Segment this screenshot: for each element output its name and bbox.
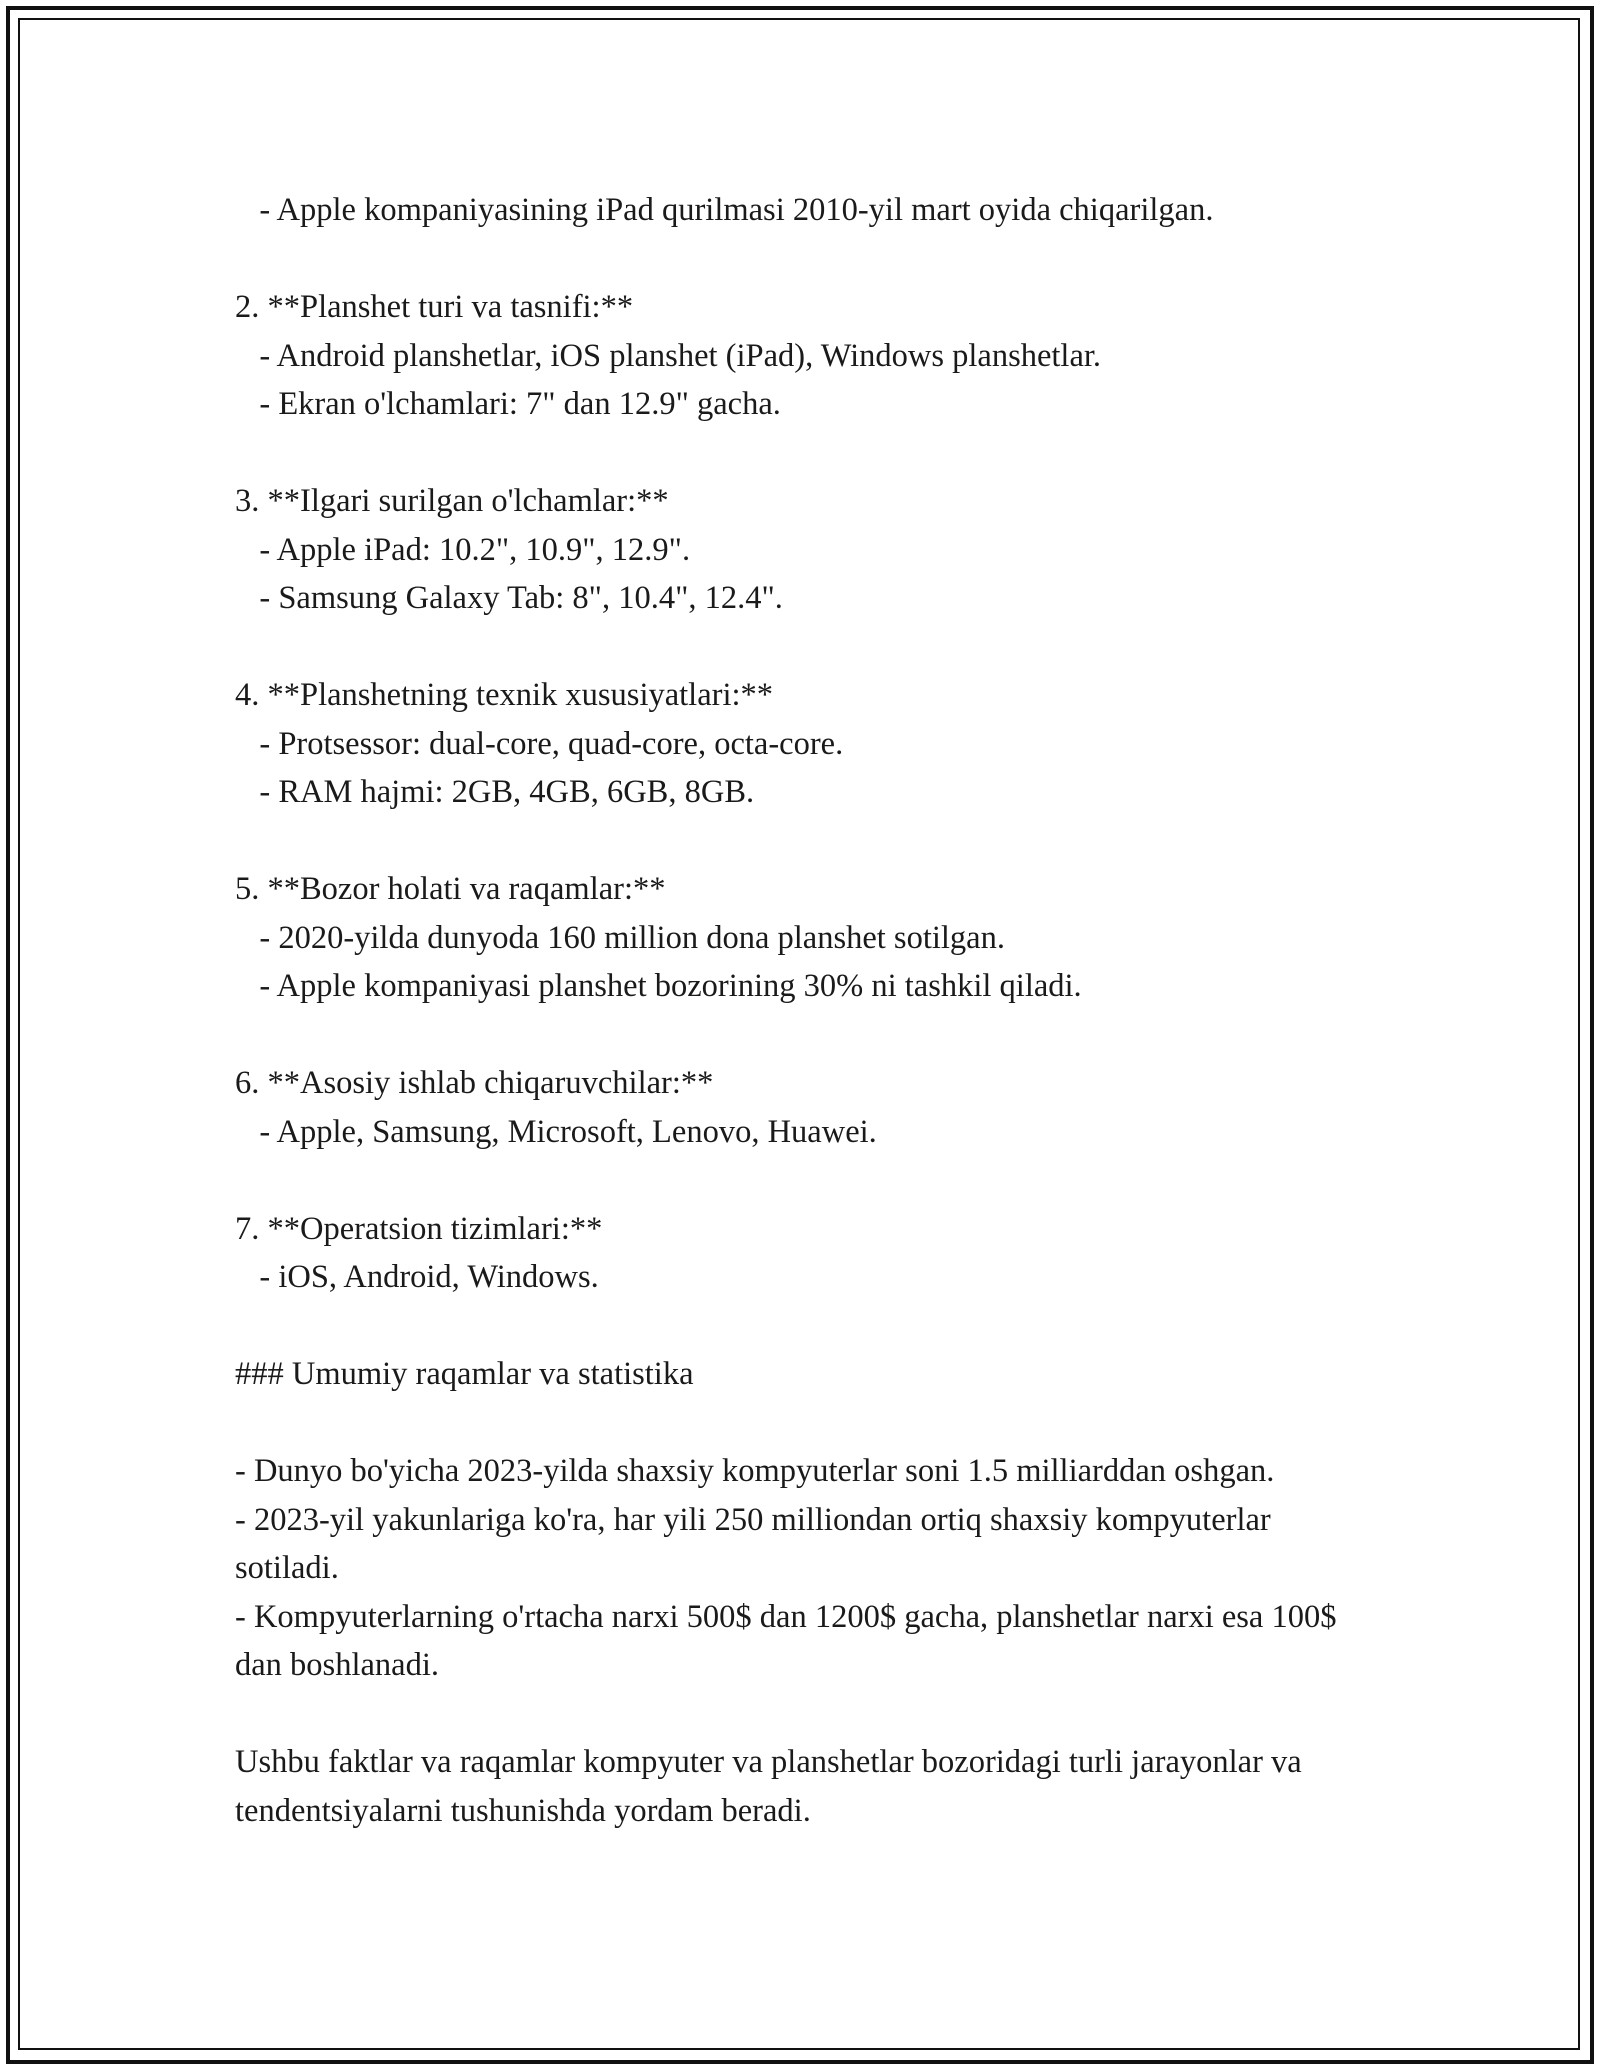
section-7-heading: 7. **Operatsion tizimlari:** <box>235 1210 603 1247</box>
stats-item: - Kompyuterlarning o'rtacha narxi 500$ dan 1200$ gacha, planshetlar narxi esa 100$ dan boshlanadi. <box>235 1598 1337 1683</box>
section-7-item: - iOS, Android, Windows. <box>235 1259 599 1295</box>
section-4-item: - Protsessor: dual-core, quad-core, octa-core. <box>235 725 844 762</box>
stats-heading: ### Umumiy raqamlar va statistika <box>235 1356 694 1392</box>
conclusion-paragraph: Ushbu faktlar va raqamlar kompyuter va planshetlar bozoridagi turli jarayonlar va tendentsiyalarni tushunishda yordam beradi. <box>235 1744 1302 1829</box>
section-5-heading: 5. **Bozor holati va raqamlar:** <box>235 871 666 907</box>
section-3-heading: 3. **Ilgari surilgan o'lchamlar:** <box>235 483 669 519</box>
section-5-item: - 2020-yilda dunyoda 160 million dona planshet sotilgan. <box>235 919 1005 956</box>
section-3-item: - Apple iPad: 10.2", 10.9", 12.9". <box>235 531 691 568</box>
section-2-item: - Android planshetlar, iOS planshet (iPad), Windows planshetlar. <box>235 337 1102 374</box>
section-5-item: - Apple kompaniyasi planshet bozorining 30% ni tashkil qiladi. <box>235 968 1082 1004</box>
section-3-item: - Samsung Galaxy Tab: 8", 10.4", 12.4". <box>235 580 783 616</box>
stats-item: - Dunyo bo'yicha 2023-yilda shaxsiy kompyuterlar soni 1.5 milliarddan oshgan. <box>235 1453 1275 1489</box>
ipad-release-line: - Apple kompaniyasining iPad qurilmasi 2010-yil mart oyida chiqarilgan. <box>235 192 1214 228</box>
section-2-item: - Ekran o'lchamlari: 7" dan 12.9" gacha. <box>235 386 781 422</box>
section-4-heading: 4. **Planshetning texnik xususiyatlari:** <box>235 677 774 713</box>
section-6-item: - Apple, Samsung, Microsoft, Lenovo, Huawei. <box>235 1113 877 1150</box>
stats-item: - 2023-yil yakunlariga ko'ra, har yili 250 milliondan ortiq shaxsiy kompyuterlar sotiladi. <box>235 1501 1271 1586</box>
section-2-heading: 2. **Planshet turi va tasnifi:** <box>235 289 634 325</box>
section-4-item: - RAM hajmi: 2GB, 4GB, 6GB, 8GB. <box>235 774 755 810</box>
document-body <box>235 186 1365 1835</box>
section-6-heading: 6. **Asosiy ishlab chiqaruvchilar:** <box>235 1065 714 1101</box>
